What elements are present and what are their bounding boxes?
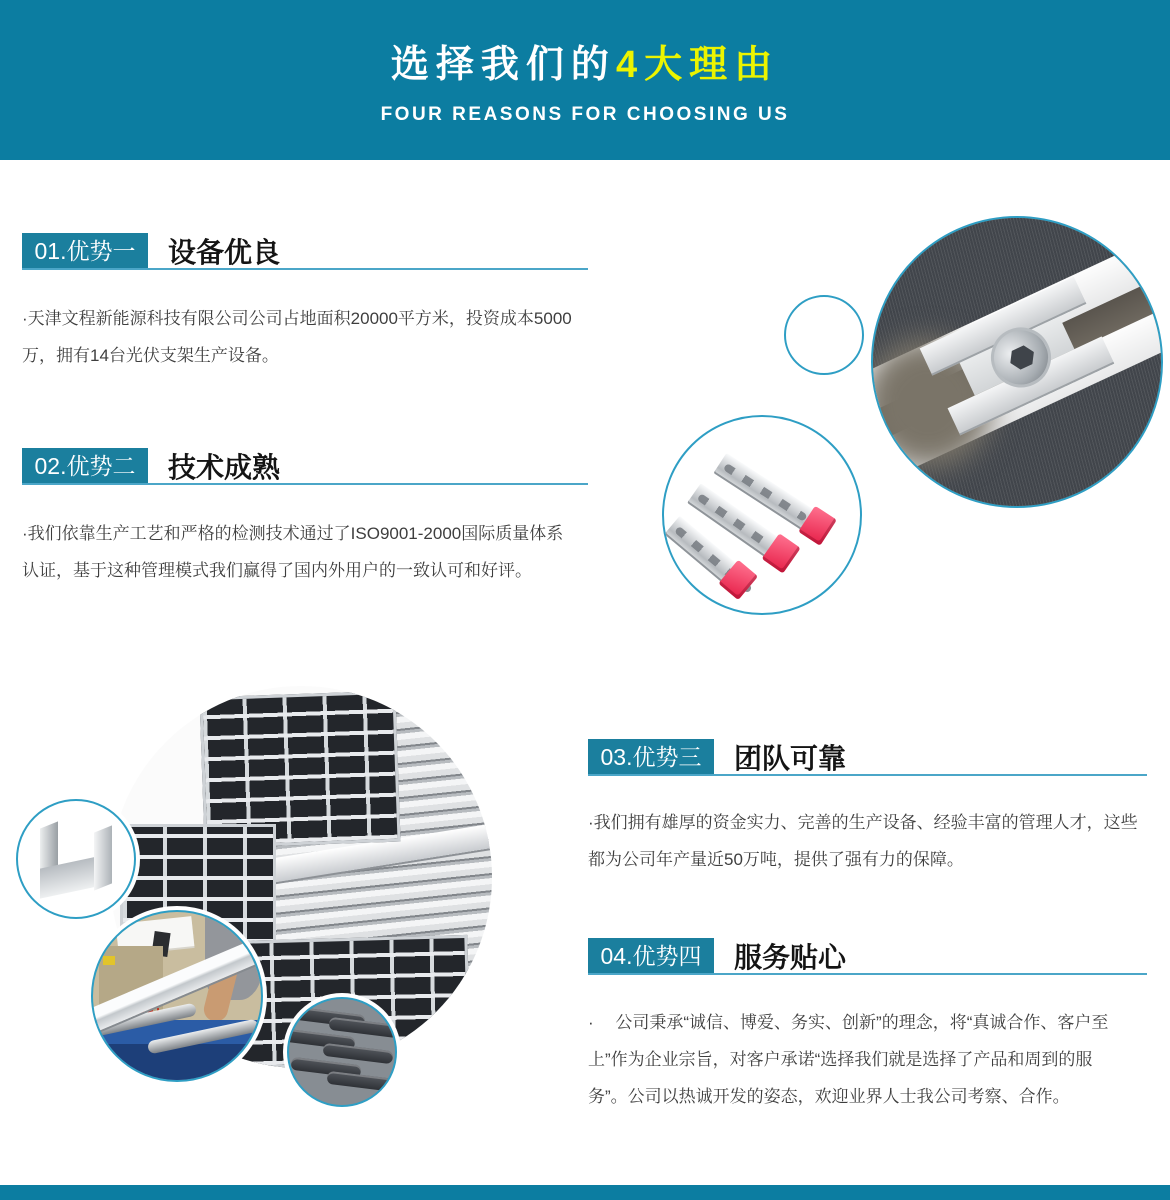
factory-photo bbox=[91, 910, 263, 1082]
advantage-3-divider bbox=[588, 774, 1147, 776]
advantage-2-body bbox=[22, 515, 612, 589]
body-line: 认证，基于这种管理模式我们赢得了国内外用户的一致认可和好评。 bbox=[22, 561, 532, 580]
advantage-1-divider bbox=[22, 268, 588, 270]
hex-socket-shape bbox=[1005, 342, 1038, 374]
bundle-shape bbox=[326, 1071, 397, 1092]
red-end-cap bbox=[798, 506, 837, 546]
body-line: · 公司秉承“诚信、博爱、务实、创新”的理念，将“真诚合作、客户至 bbox=[588, 1013, 1109, 1032]
body-line: ·我们拥有雄厚的资金实力、完善的生产设备、经验丰富的管理人才，这些 bbox=[588, 813, 1138, 832]
u-channel-flange bbox=[94, 825, 112, 890]
brackets-photo bbox=[662, 415, 862, 615]
body-line: 务”。公司以热诚开发的姿态，欢迎业界人士我公司考察、合作。 bbox=[588, 1087, 1070, 1106]
advantage-3-title: 团队可靠 bbox=[734, 743, 847, 774]
advantage-2-divider bbox=[22, 483, 588, 485]
advantage-4-title: 服务贴心 bbox=[734, 942, 847, 973]
body-line: ·天津文程新能源科技有限公司公司占地面积20000平方米，投资成本5000 bbox=[22, 309, 572, 328]
body-line: ·我们依靠生产工艺和严格的检测技术通过了ISO9001-2000国际质量体系 bbox=[22, 524, 564, 543]
ring-decoration bbox=[784, 295, 864, 375]
body-line: 都为公司年产量近50万吨，提供了强有力的保障。 bbox=[588, 850, 964, 869]
advantage-2-title: 技术成熟 bbox=[168, 452, 281, 483]
advantage-4-body bbox=[588, 1004, 1170, 1115]
advantage-1-title: 设备优良 bbox=[168, 237, 281, 268]
page-title-accent: 4大理由 bbox=[615, 44, 780, 86]
footer-bar bbox=[0, 1185, 1170, 1200]
advantage-2-badge: 02.优势二 bbox=[22, 448, 148, 485]
machine-base-shadow bbox=[93, 1044, 261, 1080]
page-subtitle: FOUR REASONS FOR CHOOSING US bbox=[380, 104, 790, 125]
body-line: 万，拥有14台光伏支架生产设备。 bbox=[22, 346, 279, 365]
u-channel-photo bbox=[16, 799, 136, 919]
yellow-knob bbox=[103, 956, 115, 965]
advantage-4-divider bbox=[588, 973, 1147, 975]
page-title bbox=[0, 44, 1170, 86]
advantage-4-badge: 04.优势四 bbox=[588, 938, 714, 975]
bundles-photo bbox=[287, 997, 397, 1107]
advantage-1-badge: 01.优势一 bbox=[22, 233, 148, 270]
advantage-3-badge: 03.优势三 bbox=[588, 739, 714, 776]
page-title-main: 选择我们的 bbox=[390, 44, 616, 86]
advantage-3-body bbox=[588, 804, 1170, 878]
advantage-1-body bbox=[22, 300, 612, 374]
body-line: 上”作为企业宗旨，对客户承诺“选择我们就是选择了产品和周到的服 bbox=[588, 1050, 1093, 1069]
solar-clamp-photo bbox=[871, 216, 1163, 508]
